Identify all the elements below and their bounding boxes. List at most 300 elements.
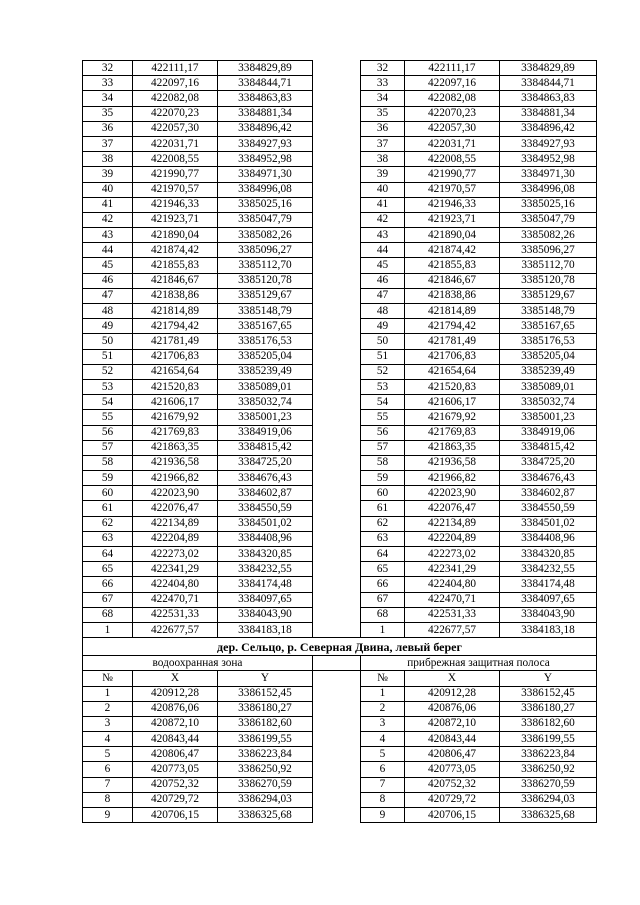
x-coordinate: 420706,15 <box>133 808 218 823</box>
column-gap <box>313 747 361 762</box>
x-coordinate: 420876,06 <box>405 701 500 716</box>
table-row <box>83 197 597 212</box>
point-number: 51 <box>361 349 405 364</box>
y-coordinate: 3384602,87 <box>500 486 597 501</box>
point-number: 49 <box>83 319 133 334</box>
y-coordinate: 3385096,27 <box>218 243 313 258</box>
table-row <box>83 732 597 747</box>
x-coordinate: 421855,83 <box>405 258 500 273</box>
x-coordinate: 420752,32 <box>133 777 218 792</box>
y-coordinate: 3385089,01 <box>218 379 313 394</box>
x-coordinate: 421970,57 <box>405 182 500 197</box>
point-number: 68 <box>83 607 133 622</box>
y-coordinate: 3384550,59 <box>218 501 313 516</box>
y-coordinate: 3384174,48 <box>500 577 597 592</box>
y-coordinate: 3385120,78 <box>500 273 597 288</box>
table-row <box>83 607 597 622</box>
table-row <box>83 258 597 273</box>
x-coordinate: 421863,35 <box>405 440 500 455</box>
column-gap <box>313 76 361 91</box>
y-coordinate: 3384602,87 <box>218 486 313 501</box>
x-coordinate: 422057,30 <box>133 121 218 136</box>
point-number: 36 <box>83 121 133 136</box>
column-gap <box>313 622 361 637</box>
x-coordinate: 422204,89 <box>405 531 500 546</box>
point-number: 55 <box>83 410 133 425</box>
table-row <box>83 212 597 227</box>
point-number: 63 <box>83 531 133 546</box>
point-number: 52 <box>83 364 133 379</box>
point-number: 42 <box>361 212 405 227</box>
x-coordinate: 421970,57 <box>133 182 218 197</box>
table-row <box>83 319 597 334</box>
x-coordinate: 422082,08 <box>133 91 218 106</box>
point-number: 7 <box>361 777 405 792</box>
x-coordinate: 421838,86 <box>405 288 500 303</box>
y-coordinate: 3385047,79 <box>500 212 597 227</box>
x-coordinate: 422404,80 <box>405 577 500 592</box>
table-row <box>83 455 597 470</box>
point-number: 53 <box>361 379 405 394</box>
table-row <box>83 562 597 577</box>
x-coordinate: 422097,16 <box>133 76 218 91</box>
table-row <box>83 622 597 637</box>
point-number: 4 <box>361 732 405 747</box>
x-coordinate: 422204,89 <box>133 531 218 546</box>
right-col-x-header: X <box>405 671 500 686</box>
x-coordinate: 422070,23 <box>133 106 218 121</box>
column-gap <box>313 334 361 349</box>
point-number: 53 <box>83 379 133 394</box>
y-coordinate: 3384501,02 <box>218 516 313 531</box>
column-gap <box>313 777 361 792</box>
column-gap <box>313 319 361 334</box>
x-coordinate: 421606,17 <box>405 395 500 410</box>
x-coordinate: 421706,83 <box>405 349 500 364</box>
x-coordinate: 422677,57 <box>133 622 218 637</box>
x-coordinate: 422531,33 <box>133 607 218 622</box>
point-number: 67 <box>361 592 405 607</box>
x-coordinate: 420706,15 <box>405 808 500 823</box>
x-coordinate: 421781,49 <box>133 334 218 349</box>
column-gap <box>313 792 361 807</box>
x-coordinate: 421838,86 <box>133 288 218 303</box>
point-number: 61 <box>83 501 133 516</box>
y-coordinate: 3384881,34 <box>500 106 597 121</box>
x-coordinate: 421874,42 <box>133 243 218 258</box>
x-coordinate: 422070,23 <box>405 106 500 121</box>
y-coordinate: 3384097,65 <box>500 592 597 607</box>
y-coordinate: 3386270,59 <box>218 777 313 792</box>
column-gap <box>313 531 361 546</box>
point-number: 58 <box>361 455 405 470</box>
y-coordinate: 3384232,55 <box>500 562 597 577</box>
x-coordinate: 421706,83 <box>133 349 218 364</box>
section-title: дер. Сельцо, р. Северная Двина, левый берег <box>83 638 597 656</box>
y-coordinate: 3385239,49 <box>218 364 313 379</box>
point-number: 45 <box>361 258 405 273</box>
point-number: 36 <box>361 121 405 136</box>
y-coordinate: 3384320,85 <box>218 547 313 562</box>
x-coordinate: 422273,02 <box>133 547 218 562</box>
x-coordinate: 420806,47 <box>133 747 218 762</box>
x-coordinate: 421946,33 <box>133 197 218 212</box>
x-coordinate: 422008,55 <box>133 152 218 167</box>
x-coordinate: 420872,10 <box>405 716 500 731</box>
right-col-num-header: № <box>361 671 405 686</box>
y-coordinate: 3385239,49 <box>500 364 597 379</box>
point-number: 33 <box>361 76 405 91</box>
x-coordinate: 421769,83 <box>405 425 500 440</box>
point-number: 54 <box>83 395 133 410</box>
y-coordinate: 3385176,53 <box>218 334 313 349</box>
y-coordinate: 3384844,71 <box>500 76 597 91</box>
point-number: 9 <box>83 808 133 823</box>
point-number: 49 <box>361 319 405 334</box>
point-number: 56 <box>361 425 405 440</box>
y-coordinate: 3385032,74 <box>218 395 313 410</box>
column-gap <box>313 808 361 823</box>
point-number: 45 <box>83 258 133 273</box>
y-coordinate: 3385082,26 <box>500 228 597 243</box>
x-coordinate: 422057,30 <box>405 121 500 136</box>
point-number: 34 <box>361 91 405 106</box>
table-row <box>83 486 597 501</box>
x-coordinate: 421946,33 <box>405 197 500 212</box>
column-gap <box>313 607 361 622</box>
x-coordinate: 422341,29 <box>133 562 218 577</box>
x-coordinate: 421936,58 <box>133 455 218 470</box>
point-number: 3 <box>83 716 133 731</box>
y-coordinate: 3384927,93 <box>500 136 597 151</box>
x-coordinate: 420876,06 <box>133 701 218 716</box>
x-coordinate: 422076,47 <box>405 501 500 516</box>
y-coordinate: 3384408,96 <box>218 531 313 546</box>
point-number: 60 <box>83 486 133 501</box>
y-coordinate: 3386223,84 <box>218 747 313 762</box>
x-coordinate: 420773,05 <box>405 762 500 777</box>
y-coordinate: 3384183,18 <box>500 622 597 637</box>
y-coordinate: 3384971,30 <box>218 167 313 182</box>
point-number: 44 <box>83 243 133 258</box>
y-coordinate: 3384996,08 <box>218 182 313 197</box>
column-gap <box>313 592 361 607</box>
x-coordinate: 421654,64 <box>405 364 500 379</box>
y-coordinate: 3386294,03 <box>500 792 597 807</box>
column-gap <box>313 686 361 701</box>
point-number: 43 <box>361 228 405 243</box>
left-col-x-header: X <box>133 671 218 686</box>
y-coordinate: 3384919,06 <box>500 425 597 440</box>
table-row <box>83 228 597 243</box>
y-coordinate: 3385025,16 <box>218 197 313 212</box>
column-gap <box>313 577 361 592</box>
column-gap <box>313 410 361 425</box>
point-number: 54 <box>361 395 405 410</box>
point-number: 64 <box>361 547 405 562</box>
table-row <box>83 167 597 182</box>
y-coordinate: 3384815,42 <box>218 440 313 455</box>
column-gap <box>313 91 361 106</box>
point-number: 44 <box>361 243 405 258</box>
column-gap <box>313 379 361 394</box>
x-coordinate: 421654,64 <box>133 364 218 379</box>
y-coordinate: 3386152,45 <box>500 686 597 701</box>
x-coordinate: 422082,08 <box>405 91 500 106</box>
point-number: 65 <box>361 562 405 577</box>
x-coordinate: 422134,89 <box>133 516 218 531</box>
bottom-rows <box>83 686 597 823</box>
x-coordinate: 421890,04 <box>133 228 218 243</box>
y-coordinate: 3384971,30 <box>500 167 597 182</box>
point-number: 1 <box>83 622 133 637</box>
table-row <box>83 716 597 731</box>
y-coordinate: 3384815,42 <box>500 440 597 455</box>
y-coordinate: 3384829,89 <box>218 61 313 76</box>
table-row <box>83 121 597 136</box>
table-row <box>83 516 597 531</box>
y-coordinate: 3384408,96 <box>500 531 597 546</box>
point-number: 1 <box>83 686 133 701</box>
table-row <box>83 288 597 303</box>
y-coordinate: 3385096,27 <box>500 243 597 258</box>
x-coordinate: 422404,80 <box>133 577 218 592</box>
point-number: 35 <box>83 106 133 121</box>
column-gap <box>313 258 361 273</box>
column-gap <box>313 455 361 470</box>
table-row <box>83 304 597 319</box>
y-coordinate: 3384097,65 <box>218 592 313 607</box>
point-number: 37 <box>361 136 405 151</box>
point-number: 66 <box>83 577 133 592</box>
table-row <box>83 273 597 288</box>
table-row <box>83 152 597 167</box>
y-coordinate: 3386182,60 <box>218 716 313 731</box>
table-row <box>83 91 597 106</box>
document-page <box>82 60 596 823</box>
x-coordinate: 421855,83 <box>133 258 218 273</box>
y-coordinate: 3385176,53 <box>500 334 597 349</box>
y-coordinate: 3384996,08 <box>500 182 597 197</box>
point-number: 32 <box>83 61 133 76</box>
table-row <box>83 106 597 121</box>
point-number: 38 <box>83 152 133 167</box>
y-coordinate: 3384550,59 <box>500 501 597 516</box>
table-row <box>83 577 597 592</box>
table-row <box>83 425 597 440</box>
y-coordinate: 3385167,65 <box>500 319 597 334</box>
y-coordinate: 3386250,92 <box>500 762 597 777</box>
y-coordinate: 3384927,93 <box>218 136 313 151</box>
y-coordinate: 3384863,83 <box>218 91 313 106</box>
x-coordinate: 422470,71 <box>133 592 218 607</box>
y-coordinate: 3384896,42 <box>500 121 597 136</box>
section-header <box>83 638 597 686</box>
x-coordinate: 421846,67 <box>405 273 500 288</box>
column-gap <box>313 732 361 747</box>
x-coordinate: 421923,71 <box>405 212 500 227</box>
x-coordinate: 420912,28 <box>405 686 500 701</box>
point-number: 7 <box>83 777 133 792</box>
y-coordinate: 3386182,60 <box>500 716 597 731</box>
column-gap <box>313 425 361 440</box>
table-row <box>83 701 597 716</box>
point-number: 1 <box>361 686 405 701</box>
point-number: 62 <box>83 516 133 531</box>
point-number: 8 <box>83 792 133 807</box>
top-rows <box>83 61 597 638</box>
table-row <box>83 440 597 455</box>
point-number: 41 <box>361 197 405 212</box>
x-coordinate: 421794,42 <box>405 319 500 334</box>
point-number: 65 <box>83 562 133 577</box>
point-number: 42 <box>83 212 133 227</box>
point-number: 32 <box>361 61 405 76</box>
y-coordinate: 3386250,92 <box>218 762 313 777</box>
point-number: 37 <box>83 136 133 151</box>
point-number: 40 <box>361 182 405 197</box>
column-gap <box>313 701 361 716</box>
x-coordinate: 422677,57 <box>405 622 500 637</box>
x-coordinate: 421890,04 <box>405 228 500 243</box>
x-coordinate: 422097,16 <box>405 76 500 91</box>
y-coordinate: 3385205,04 <box>500 349 597 364</box>
point-number: 67 <box>83 592 133 607</box>
y-coordinate: 3386199,55 <box>500 732 597 747</box>
column-gap <box>313 562 361 577</box>
x-coordinate: 420872,10 <box>133 716 218 731</box>
x-coordinate: 422470,71 <box>405 592 500 607</box>
y-coordinate: 3384952,98 <box>218 152 313 167</box>
y-coordinate: 3385120,78 <box>218 273 313 288</box>
point-number: 46 <box>83 273 133 288</box>
point-number: 34 <box>83 91 133 106</box>
y-coordinate: 3385148,79 <box>500 304 597 319</box>
point-number: 1 <box>361 622 405 637</box>
point-number: 2 <box>361 701 405 716</box>
point-number: 59 <box>361 471 405 486</box>
column-gap <box>313 762 361 777</box>
x-coordinate: 421520,83 <box>405 379 500 394</box>
x-coordinate: 421874,42 <box>405 243 500 258</box>
point-number: 50 <box>83 334 133 349</box>
point-number: 61 <box>361 501 405 516</box>
x-coordinate: 421846,67 <box>133 273 218 288</box>
table-row <box>83 410 597 425</box>
x-coordinate: 421769,83 <box>133 425 218 440</box>
point-number: 68 <box>361 607 405 622</box>
point-number: 62 <box>361 516 405 531</box>
y-coordinate: 3385001,23 <box>500 410 597 425</box>
x-coordinate: 421966,82 <box>133 471 218 486</box>
point-number: 33 <box>83 76 133 91</box>
column-gap <box>313 273 361 288</box>
x-coordinate: 422031,71 <box>133 136 218 151</box>
point-number: 47 <box>83 288 133 303</box>
column-gap <box>313 182 361 197</box>
y-coordinate: 3384676,43 <box>500 471 597 486</box>
y-coordinate: 3386199,55 <box>218 732 313 747</box>
y-coordinate: 3384320,85 <box>500 547 597 562</box>
x-coordinate: 422111,17 <box>405 61 500 76</box>
y-coordinate: 3386152,45 <box>218 686 313 701</box>
y-coordinate: 3386180,27 <box>500 701 597 716</box>
y-coordinate: 3384952,98 <box>500 152 597 167</box>
table-row <box>83 686 597 701</box>
table-row <box>83 471 597 486</box>
y-coordinate: 3385129,67 <box>218 288 313 303</box>
point-number: 48 <box>83 304 133 319</box>
y-coordinate: 3384896,42 <box>218 121 313 136</box>
y-coordinate: 3384829,89 <box>500 61 597 76</box>
column-gap <box>313 364 361 379</box>
left-col-num-header: № <box>83 671 133 686</box>
table-row <box>83 808 597 823</box>
x-coordinate: 421923,71 <box>133 212 218 227</box>
point-number: 63 <box>361 531 405 546</box>
table-row <box>83 182 597 197</box>
x-coordinate: 421679,92 <box>405 410 500 425</box>
column-gap <box>313 501 361 516</box>
right-zone-label: прибрежная защитная полоса <box>361 656 597 671</box>
point-number: 57 <box>83 440 133 455</box>
point-number: 5 <box>83 747 133 762</box>
table-row <box>83 395 597 410</box>
x-coordinate: 422023,90 <box>405 486 500 501</box>
column-gap <box>313 547 361 562</box>
x-coordinate: 420752,32 <box>405 777 500 792</box>
y-coordinate: 3386325,68 <box>500 808 597 823</box>
point-number: 35 <box>361 106 405 121</box>
x-coordinate: 420806,47 <box>405 747 500 762</box>
table-row <box>83 364 597 379</box>
column-gap <box>313 106 361 121</box>
y-coordinate: 3385025,16 <box>500 197 597 212</box>
x-coordinate: 422273,02 <box>405 547 500 562</box>
point-number: 2 <box>83 701 133 716</box>
table-row <box>83 76 597 91</box>
x-coordinate: 422531,33 <box>405 607 500 622</box>
table-row <box>83 334 597 349</box>
table-row <box>83 592 597 607</box>
point-number: 40 <box>83 182 133 197</box>
x-coordinate: 420729,72 <box>405 792 500 807</box>
y-coordinate: 3384043,90 <box>218 607 313 622</box>
point-number: 6 <box>83 762 133 777</box>
y-coordinate: 3385112,70 <box>218 258 313 273</box>
x-coordinate: 420843,44 <box>405 732 500 747</box>
column-gap <box>313 228 361 243</box>
x-coordinate: 422023,90 <box>133 486 218 501</box>
coordinates-table <box>82 60 597 823</box>
column-gap <box>313 167 361 182</box>
x-coordinate: 422076,47 <box>133 501 218 516</box>
y-coordinate: 3384676,43 <box>218 471 313 486</box>
table-row <box>83 547 597 562</box>
point-number: 8 <box>361 792 405 807</box>
point-number: 38 <box>361 152 405 167</box>
x-coordinate: 420843,44 <box>133 732 218 747</box>
table-row <box>83 792 597 807</box>
x-coordinate: 421814,89 <box>405 304 500 319</box>
y-coordinate: 3384183,18 <box>218 622 313 637</box>
right-col-y-header: Y <box>500 671 597 686</box>
left-col-y-header: Y <box>218 671 313 686</box>
x-coordinate: 421863,35 <box>133 440 218 455</box>
point-number: 51 <box>83 349 133 364</box>
column-gap <box>313 486 361 501</box>
table-row <box>83 61 597 76</box>
